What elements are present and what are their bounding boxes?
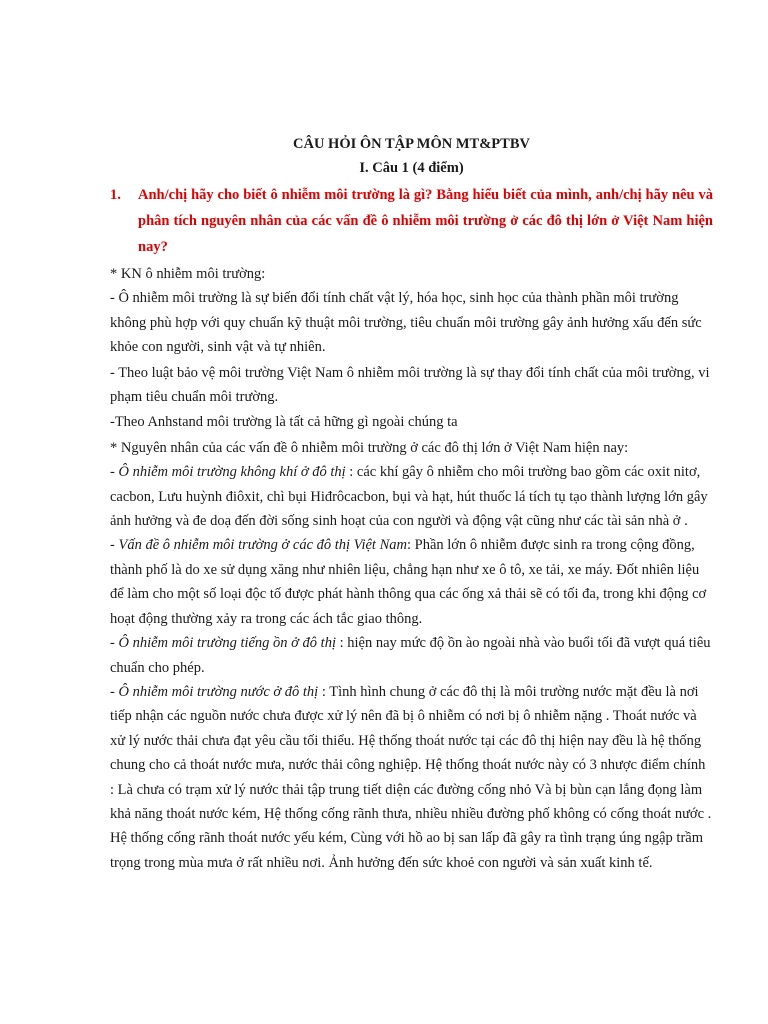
cause-prefix: - — [110, 683, 119, 700]
cause-text: : Tình hình chung ở các đô thị là môi trường nước mặt đều là nơi tiếp nhận các nguồn nước chưa được xử lý nên đã bị ô nhiễm có nơi bị ô nhiễm nặng . Thoát nước và xử lý nước thải chưa đạt yêu cầu tối thiểu. Hệ thống thoát nước tại các đô thị hiện nay đều là hệ thống chung cho cả thoát nước mưa, nước thải công nghiệp. Hệ thống thoát nước này có 3 nhược điểm chính : Là chưa có trạm xử lý nước thải tập trung tiết diện các đường cống nhỏ Và bị bùn cạn lắng đọng làm khả năng thoát nước kém, Hệ thống cống rãnh thưa, nhiều nhiều đường phố không có cống thoát nước . Hệ thống cống rãnh thoát nước yếu kém, Cùng với hồ ao bị san lấp đã gây ra tình trạng úng ngập trầm trọng trong mùa mưa ở rất nhiều nơi. Ảnh hưởng đến sức khoẻ con người và sản xuất kinh tế. — [110, 683, 712, 871]
question-1 — [110, 182, 713, 260]
document-page — [110, 132, 713, 875]
cause-text: : Phần lớn ô nhiễm được sinh ra trong cộng đồng, thành phố là do xe sử dụng xăng như nhiên liệu, chẳng hạn như xe ô tô, xe tải, xe máy. Đốt nhiên liệu để làm cho một số loại độc tố được phát hành thông qua các ống xả thải sẽ có tối đa, trong khi động cơ hoạt động thường xảy ra trong các ách tắc giao thông. — [110, 537, 707, 627]
section-heading: I. Câu 1 (4 điểm) — [359, 160, 464, 176]
cause-prefix: - — [110, 635, 119, 652]
definition-1: - Ô nhiễm môi trường là sự biến đổi tính chất vật lý, hóa học, sinh học của thành phần môi trường không phù hợp với quy chuẩn kỹ thuật môi trường, tiêu chuẩn môi trường gây ảnh hưởng xấu đến sức khỏe con người, sinh vật và tự nhiên. — [110, 290, 702, 356]
cause-water — [110, 680, 713, 875]
definition-heading: * KN ô nhiễm môi trường: — [110, 266, 266, 282]
document-title: CÂU HỎI ÔN TẬP MÔN MT&PTBV — [293, 136, 530, 152]
question-number: 1. — [110, 187, 121, 203]
cause-label: Ô nhiễm môi trường tiếng ồn ở đô thị — [118, 635, 336, 652]
question-text: Anh/chị hãy cho biết ô nhiễm môi trường là gì? Bằng hiểu biết của mình, anh/chị hãy nêu và phân tích nguyên nhân của các vấn đề ô nhiễm môi trường ở các đô thị lớn ở Việt Nam hiện nay? — [138, 187, 713, 255]
cause-noise — [110, 631, 713, 680]
cause-prefix: - — [110, 537, 119, 554]
cause-air — [110, 460, 713, 533]
definition-2: - Theo luật bảo vệ môi trường Việt Nam ô nhiễm môi trường là sự thay đổi tính chất của môi trường, vi phạm tiêu chuẩn môi trường. — [110, 364, 710, 406]
cause-urban — [110, 533, 713, 631]
definition-3: -Theo Anhstand môi trường là tất cả hững gì ngoài chúng ta — [110, 414, 458, 431]
cause-prefix: - — [110, 464, 119, 481]
cause-text: : hiện nay mức độ ồn ào ngoài nhà vào buổi tối đã vượt quá tiêu chuẩn cho phép. — [110, 635, 711, 676]
cause-text: : các khí gây ô nhiễm cho môi trường bao gồm các oxit nitơ, cacbon, Lưu huỳnh điôxit, chì bụi Hiđrôcacbon, bụi và hạt, hút thuốc lá tích tụ tạo thành lượng lớn gây ảnh hưởng và đe doạ đến đời sống sinh hoạt của con người và động vật cũng như các tài sản nhà ở . — [110, 464, 708, 530]
cause-label: Vấn đề ô nhiễm môi trường ở các đô thị Việt Nam — [118, 537, 407, 554]
cause-label: Ô nhiễm môi trường nước ở đô thị — [118, 683, 319, 700]
cause-label: Ô nhiễm môi trường không khí ở đô thị — [118, 464, 346, 481]
cause-heading: * Nguyên nhân của các vấn đề ô nhiễm môi trường ở các đô thị lớn ở Việt Nam hiện nay: — [110, 439, 629, 456]
